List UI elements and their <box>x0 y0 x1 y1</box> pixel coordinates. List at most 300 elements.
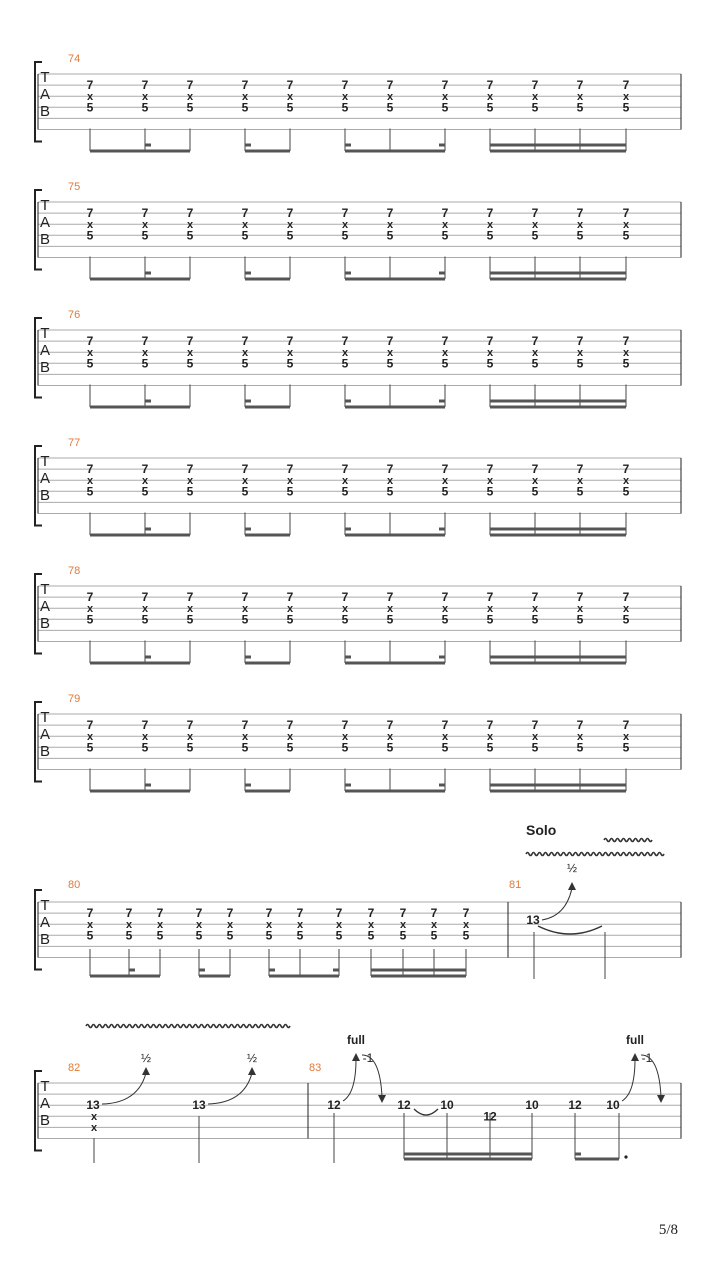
fret-number: 7 <box>531 334 539 349</box>
beam-stub <box>145 784 151 787</box>
dead-note: x <box>186 475 194 488</box>
dead-note: x <box>441 91 449 104</box>
fret-number: 5 <box>386 484 394 499</box>
fret-number: 7 <box>386 206 394 221</box>
fret-number: 7 <box>86 590 94 605</box>
dead-note: x <box>186 91 194 104</box>
fret-number: 7 <box>441 718 449 733</box>
fret-number: 5 <box>386 740 394 755</box>
fret-number: 5 <box>241 228 249 243</box>
fret-number: 5 <box>86 228 94 243</box>
fret-number: 5 <box>86 740 94 755</box>
fret-number: 5 <box>399 928 407 943</box>
fret-number: 5 <box>241 740 249 755</box>
tab-clef-letter: B <box>39 1112 51 1129</box>
dead-note: x <box>286 91 294 104</box>
fret-number: 5 <box>286 100 294 115</box>
tab-system <box>35 693 681 793</box>
fret-number: 5 <box>531 100 539 115</box>
fret-number: 5 <box>386 356 394 371</box>
tab-clef-letter: A <box>39 342 51 359</box>
tab-system <box>35 437 681 537</box>
beam-stub <box>439 144 445 147</box>
tab-clef-letter: B <box>39 615 51 632</box>
fret-number: 7 <box>441 590 449 605</box>
dead-note: x <box>86 919 94 932</box>
fret-number: 7 <box>86 906 94 921</box>
dead-note: x <box>141 91 149 104</box>
dead-note: x <box>286 475 294 488</box>
tab-system <box>35 181 681 281</box>
fret-number: 7 <box>186 206 194 221</box>
dead-note: x <box>341 603 349 616</box>
fret-number: 7 <box>186 462 194 477</box>
fret-number: 7 <box>341 462 349 477</box>
dead-note: x <box>286 347 294 360</box>
beam <box>90 150 190 153</box>
beam <box>245 790 290 793</box>
fret-number: 5 <box>441 228 449 243</box>
fret-number: 7 <box>441 462 449 477</box>
beam <box>490 790 626 793</box>
fret-number: 7 <box>441 334 449 349</box>
fret-number: 7 <box>531 78 539 93</box>
fret-number: 5 <box>576 740 584 755</box>
fret-number: 5 <box>441 356 449 371</box>
fret-number: 5 <box>125 928 133 943</box>
fret-number: 12 <box>568 1098 582 1113</box>
fret-number: 5 <box>186 100 194 115</box>
fret-number: 5 <box>286 484 294 499</box>
tab-clef-letter: A <box>39 726 51 743</box>
beam <box>490 150 626 153</box>
fret-number: 5 <box>241 356 249 371</box>
fret-number: 13 <box>526 913 540 927</box>
fret-number: 7 <box>241 590 249 605</box>
measure-number: 77 <box>68 437 81 449</box>
dead-note: x <box>241 475 249 488</box>
dead-note: x <box>156 919 164 932</box>
beam <box>345 278 445 281</box>
tab-clef-letter: T <box>40 897 50 914</box>
beam-stub <box>345 784 351 787</box>
dead-note: x <box>86 347 94 360</box>
fret-number: 5 <box>286 228 294 243</box>
dead-note: x <box>241 731 249 744</box>
bend-arrowhead <box>568 882 576 890</box>
fret-number: 10 <box>525 1098 539 1113</box>
beam-stub <box>345 144 351 147</box>
beam <box>199 975 230 978</box>
fret-number: 13 <box>192 1098 206 1112</box>
fret-number: 7 <box>341 718 349 733</box>
tab-clef-letter: B <box>39 743 51 760</box>
tab-clef-letter: A <box>39 914 51 931</box>
fret-number: 7 <box>576 78 584 93</box>
dead-note: x <box>241 347 249 360</box>
tab-clef-letter: T <box>40 1078 50 1095</box>
dead-note: x <box>141 219 149 232</box>
tab-clef-letter: T <box>40 69 50 86</box>
tab-system <box>35 53 681 153</box>
fret-number: 7 <box>265 906 273 921</box>
dead-note: x <box>531 475 539 488</box>
fret-number: 7 <box>335 906 343 921</box>
beam-stub <box>145 528 151 531</box>
beam <box>490 144 626 147</box>
fret-number: 7 <box>296 906 304 921</box>
fret-number: 7 <box>386 78 394 93</box>
fret-number: 5 <box>141 356 149 371</box>
fret-number: 7 <box>622 206 630 221</box>
fret-number: 12 <box>397 1098 411 1113</box>
fret-number: 5 <box>286 612 294 627</box>
fret-number: 5 <box>386 612 394 627</box>
beam <box>490 272 626 275</box>
beam <box>490 534 626 537</box>
fret-number: 5 <box>86 612 94 627</box>
fret-number: 7 <box>462 906 470 921</box>
dead-note: x <box>286 219 294 232</box>
fret-number: 7 <box>156 906 164 921</box>
tab-clef-letter: A <box>39 214 51 231</box>
fret-number: 5 <box>141 612 149 627</box>
dead-note: x <box>531 219 539 232</box>
fret-number: 7 <box>241 334 249 349</box>
dead-note: x <box>486 219 494 232</box>
fret-number: 5 <box>186 740 194 755</box>
dead-note: x <box>341 475 349 488</box>
fret-number: 7 <box>186 590 194 605</box>
page-number: 5/8 <box>658 1222 678 1238</box>
dead-note: x <box>335 919 343 932</box>
fret-number: 5 <box>86 100 94 115</box>
bend-curve <box>622 1059 635 1101</box>
beam-stub <box>439 400 445 403</box>
fret-number: 5 <box>286 356 294 371</box>
fret-number: 5 <box>531 740 539 755</box>
fret-number: 7 <box>86 206 94 221</box>
dead-note: x <box>576 91 584 104</box>
fret-number: 7 <box>531 462 539 477</box>
beam-stub <box>145 272 151 275</box>
fret-number: 7 <box>141 334 149 349</box>
fret-number: 7 <box>286 206 294 221</box>
vibrato-marker <box>526 853 664 856</box>
dead-note: x <box>195 919 203 932</box>
fret-number: 7 <box>622 718 630 733</box>
dead-note: x <box>141 603 149 616</box>
fret-number: 5 <box>341 228 349 243</box>
dead-note: x <box>286 603 294 616</box>
beam <box>490 528 626 531</box>
beam-stub <box>345 272 351 275</box>
beam-stub <box>199 969 205 972</box>
bend-curve <box>343 1059 356 1101</box>
beam <box>245 150 290 153</box>
bend-curve <box>208 1073 252 1104</box>
bend-arrowhead <box>142 1067 150 1075</box>
beam-stub <box>439 528 445 531</box>
fret-number: 5 <box>341 740 349 755</box>
dead-note: x <box>441 475 449 488</box>
vibrato-marker <box>604 839 652 842</box>
fret-number: 7 <box>226 906 234 921</box>
beam <box>245 662 290 665</box>
fret-number: 7 <box>386 718 394 733</box>
fret-number: 7 <box>531 590 539 605</box>
beam-stub <box>245 400 251 403</box>
dead-note: x <box>386 91 394 104</box>
fret-number: 10 <box>440 1098 454 1113</box>
tab-clef-letter: A <box>39 1095 51 1112</box>
fret-number: 7 <box>430 906 438 921</box>
dead-note: x <box>399 919 407 932</box>
fret-number: 7 <box>622 78 630 93</box>
beam <box>490 784 626 787</box>
dead-note: x <box>186 731 194 744</box>
fret-number: 5 <box>576 100 584 115</box>
dead-note: x <box>86 731 94 744</box>
tab-clef-letter: B <box>39 103 51 120</box>
fret-number: 5 <box>386 100 394 115</box>
dead-note: x <box>576 219 584 232</box>
fret-number: 7 <box>622 334 630 349</box>
beam <box>245 278 290 281</box>
beam <box>345 534 445 537</box>
dead-note: x <box>386 603 394 616</box>
fret-number: 7 <box>286 462 294 477</box>
fret-number: 7 <box>186 334 194 349</box>
fret-number: 5 <box>367 928 375 943</box>
fret-number: 5 <box>622 228 630 243</box>
beam <box>269 975 339 978</box>
slur <box>414 1109 438 1115</box>
fret-number: 7 <box>622 462 630 477</box>
dead-note: x <box>486 347 494 360</box>
measure-number: 78 <box>68 565 81 577</box>
dead-note: x <box>141 475 149 488</box>
fret-number: 7 <box>486 78 494 93</box>
fret-number: 5 <box>531 484 539 499</box>
fret-number: 7 <box>486 206 494 221</box>
bend-arrowhead <box>248 1067 256 1075</box>
beam-stub <box>145 400 151 403</box>
fret-number: 5 <box>186 484 194 499</box>
fret-number: 7 <box>576 718 584 733</box>
fret-number: 7 <box>241 78 249 93</box>
beam-stub <box>145 656 151 659</box>
bend-curve <box>102 1073 146 1104</box>
dead-note: x <box>90 1111 98 1123</box>
fret-number: 5 <box>341 356 349 371</box>
dead-note: x <box>622 475 630 488</box>
fret-number: 7 <box>186 78 194 93</box>
bend-arrowhead <box>352 1053 360 1061</box>
fret-number: 5 <box>531 228 539 243</box>
fret-number: 5 <box>86 356 94 371</box>
fret-number: 5 <box>265 928 273 943</box>
beam <box>345 150 445 153</box>
dead-note: x <box>486 475 494 488</box>
fret-number: 5 <box>486 100 494 115</box>
dead-note: x <box>386 731 394 744</box>
fret-number: 12 <box>327 1098 341 1113</box>
fret-number: 7 <box>576 590 584 605</box>
beam <box>245 534 290 537</box>
beam-stub <box>129 969 135 972</box>
beam-stub <box>439 784 445 787</box>
dead-note: x <box>576 347 584 360</box>
fret-number: 7 <box>386 462 394 477</box>
fret-number: 5 <box>441 740 449 755</box>
dead-note: x <box>622 347 630 360</box>
tab-clef-letter: B <box>39 487 51 504</box>
dead-note: x <box>125 919 133 932</box>
dead-note: x <box>386 219 394 232</box>
fret-number: 5 <box>141 740 149 755</box>
beam <box>245 406 290 409</box>
fret-number: 7 <box>622 590 630 605</box>
measure-number: 74 <box>68 53 81 65</box>
fret-number: 5 <box>241 484 249 499</box>
dead-note: x <box>90 1122 98 1134</box>
dead-note: x <box>296 919 304 932</box>
fret-number: 5 <box>486 356 494 371</box>
beam <box>345 662 445 665</box>
fret-number: 5 <box>576 356 584 371</box>
beam <box>90 278 190 281</box>
dead-note: x <box>430 919 438 932</box>
dead-note: x <box>341 347 349 360</box>
beam <box>404 1158 532 1161</box>
tab-clef-letter: T <box>40 325 50 342</box>
fret-number: 5 <box>186 612 194 627</box>
fret-number: 7 <box>576 206 584 221</box>
beam <box>90 975 160 978</box>
dead-note: x <box>241 603 249 616</box>
bend-amount: ½ <box>246 1051 258 1065</box>
fret-number: 7 <box>399 906 407 921</box>
dead-note: x <box>622 731 630 744</box>
fret-number: 7 <box>386 590 394 605</box>
fret-number: 5 <box>86 928 94 943</box>
beam-stub <box>145 144 151 147</box>
dead-note: x <box>341 219 349 232</box>
measure-number: 80 <box>68 879 81 891</box>
fret-number: 5 <box>335 928 343 943</box>
measure-number: 76 <box>68 309 81 321</box>
fret-number: 5 <box>141 100 149 115</box>
dead-note: x <box>386 347 394 360</box>
tab-clef-letter: A <box>39 470 51 487</box>
dead-note: x <box>576 731 584 744</box>
fret-number: 5 <box>486 228 494 243</box>
dead-note: x <box>622 219 630 232</box>
dead-note: x <box>531 731 539 744</box>
fret-number: 5 <box>486 740 494 755</box>
measure-number: 75 <box>68 181 81 193</box>
fret-number: 7 <box>241 462 249 477</box>
beam <box>490 656 626 659</box>
fret-number: 5 <box>622 356 630 371</box>
beam <box>490 662 626 665</box>
dead-note: x <box>341 91 349 104</box>
dead-note: x <box>186 347 194 360</box>
tab-clef-letter: T <box>40 709 50 726</box>
fret-number: 5 <box>86 484 94 499</box>
fret-number: 7 <box>241 718 249 733</box>
fret-number: 7 <box>286 78 294 93</box>
fret-number: 7 <box>86 334 94 349</box>
fret-number: 7 <box>141 462 149 477</box>
fret-number: 7 <box>86 718 94 733</box>
tab-clef-letter: B <box>39 931 51 948</box>
dead-note: x <box>86 603 94 616</box>
dead-note: x <box>441 219 449 232</box>
bend-curve <box>542 888 572 920</box>
fret-number: 5 <box>241 612 249 627</box>
dead-note: x <box>441 347 449 360</box>
fret-number: 5 <box>430 928 438 943</box>
tab-clef-letter: A <box>39 598 51 615</box>
beam-stub <box>345 400 351 403</box>
dead-note: x <box>531 603 539 616</box>
fret-number: 5 <box>441 484 449 499</box>
dead-note: x <box>386 475 394 488</box>
vibrato-marker <box>86 1025 290 1028</box>
fret-number: 5 <box>576 612 584 627</box>
beam-stub <box>439 272 445 275</box>
dead-note: x <box>141 731 149 744</box>
beam <box>90 534 190 537</box>
tab-clef-letter: T <box>40 197 50 214</box>
measure-number: 82 <box>68 1062 81 1074</box>
beam-stub <box>439 656 445 659</box>
fret-number: 5 <box>226 928 234 943</box>
fret-number: 5 <box>486 612 494 627</box>
bend-arrowhead <box>631 1053 639 1061</box>
fret-number: 13 <box>86 1098 100 1112</box>
bend-amount: ½ <box>566 861 578 875</box>
fret-number: 5 <box>286 740 294 755</box>
dead-note: x <box>531 91 539 104</box>
fret-number: 5 <box>341 612 349 627</box>
fret-number: 5 <box>531 356 539 371</box>
fret-number: 5 <box>186 228 194 243</box>
tab-clef-letter: T <box>40 581 50 598</box>
fret-number: 7 <box>441 206 449 221</box>
fret-number: 5 <box>622 484 630 499</box>
fret-number: 5 <box>486 484 494 499</box>
fret-number: 7 <box>531 206 539 221</box>
dead-note: x <box>486 91 494 104</box>
beam-stub <box>245 528 251 531</box>
dead-note: x <box>341 731 349 744</box>
beam-stub <box>575 1153 581 1156</box>
dead-note: x <box>486 731 494 744</box>
fret-number: 5 <box>622 100 630 115</box>
beam <box>90 662 190 665</box>
dead-note: x <box>141 347 149 360</box>
dead-note: x <box>441 731 449 744</box>
tab-system-80-81 <box>35 822 681 979</box>
fret-number: 7 <box>576 334 584 349</box>
tab-clef-letter: B <box>39 231 51 248</box>
fret-number: 5 <box>241 100 249 115</box>
beam-stub <box>345 528 351 531</box>
tab-clef-letter: B <box>39 359 51 376</box>
